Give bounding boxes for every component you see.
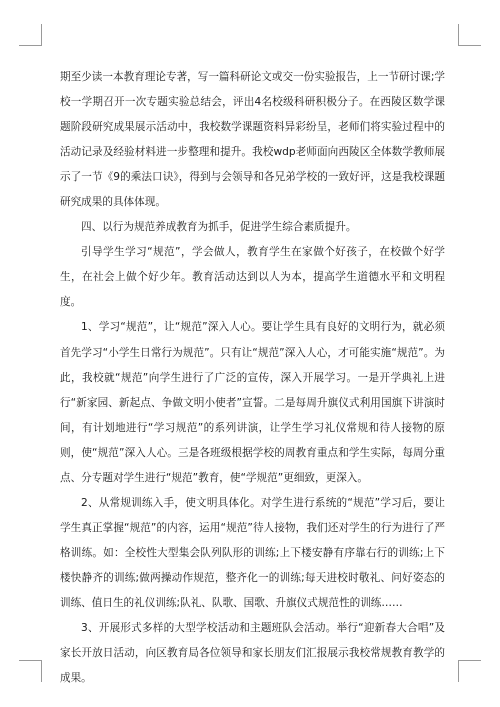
- crop-mark-top-left-horizontal: [19, 45, 42, 46]
- crop-mark-top-right-horizontal: [458, 45, 481, 46]
- crop-mark-top-right-vertical: [458, 24, 459, 46]
- body-text: [60, 65, 445, 691]
- paragraph-continued: 期至少读一本教育理论专著，写一篇科研论文或交一份实验报告，上一节研讨课;学校一学期召开一次专题实验总结会，评出4名校级科研积极分子。在西陵区数学课题阶段研究成果展示活动中，我校数学课题资料异彩纷呈，老师们将实验过程中的活动记录及经验材料进一步整理和提升。我校wdp老师面向西陵区全体数学教师展示了一节《9的乘法口诀》，得到与会领导和各兄弟学校的一致好评，这是我校课题研究成果的具体体现。: [60, 71, 445, 209]
- paragraph: 2、从常规训练入手，使文明具体化。对学生进行系统的“规范”学习后，要让学生真正掌握“规范”的内容，运用“规范”待人接物，我们还对学生的行为进行了严格训练。如：全校性大型集会队列队形的训练;上下楼安静有序靠右行的训练;上下楼快静齐的训练;做两操动作规范，整齐化一的训练;每天进校时敬礼、问好姿态的训练、值日生的礼仪训练;队礼、队歌、国歌、升旗仪式规范性的训练……: [60, 496, 445, 609]
- crop-mark-bottom-left-vertical: [41, 660, 42, 682]
- section-heading: 四、以行为规范养成教育为抓手，促进学生综合素质提升。: [81, 221, 357, 234]
- paragraph: 引导学生学习“规范”，学会做人，教育学生在家做个好孩子，在校做个好学生，在社会上做个好少年。教育活动达到以人为本，提高学生道德水平和文明程度。: [60, 246, 445, 309]
- paragraph: 3、开展形式多样的大型学校活动和主题班队会活动。举行“迎新春大合唱”及家长开放日活动，向区教育局各位领导和家长朋友们汇报展示我校常规教育教学的成果。: [60, 622, 445, 685]
- paragraph: 1、学习“规范”，让“规范”深入人心。要让学生具有良好的文明行为，就必须首先学习“小学生日常行为规范”。只有让“规范”深入人心，才可能实施“规范”。为此，我校就“规范”向学生进行了广泛的宣传，深入开展学习。一是开学典礼上进行“新家园、新起点、争做文明小使者”宣誓。二是每周升旗仪式利用国旗下讲演时间，有计划地进行“学习规范”的系列讲演，让学生学习礼仪常规和待人接物的原则，使“规范”深入人心。三是各班级根据学校的周教育重点和学生实际，每周分重点、分专题对学生进行“规范”教育，使“学规范”更细致，更深入。: [60, 321, 445, 484]
- crop-mark-bottom-right-vertical: [458, 660, 459, 682]
- crop-mark-top-left-vertical: [41, 24, 42, 46]
- crop-mark-bottom-left-horizontal: [19, 660, 42, 661]
- crop-mark-bottom-right-horizontal: [458, 660, 481, 661]
